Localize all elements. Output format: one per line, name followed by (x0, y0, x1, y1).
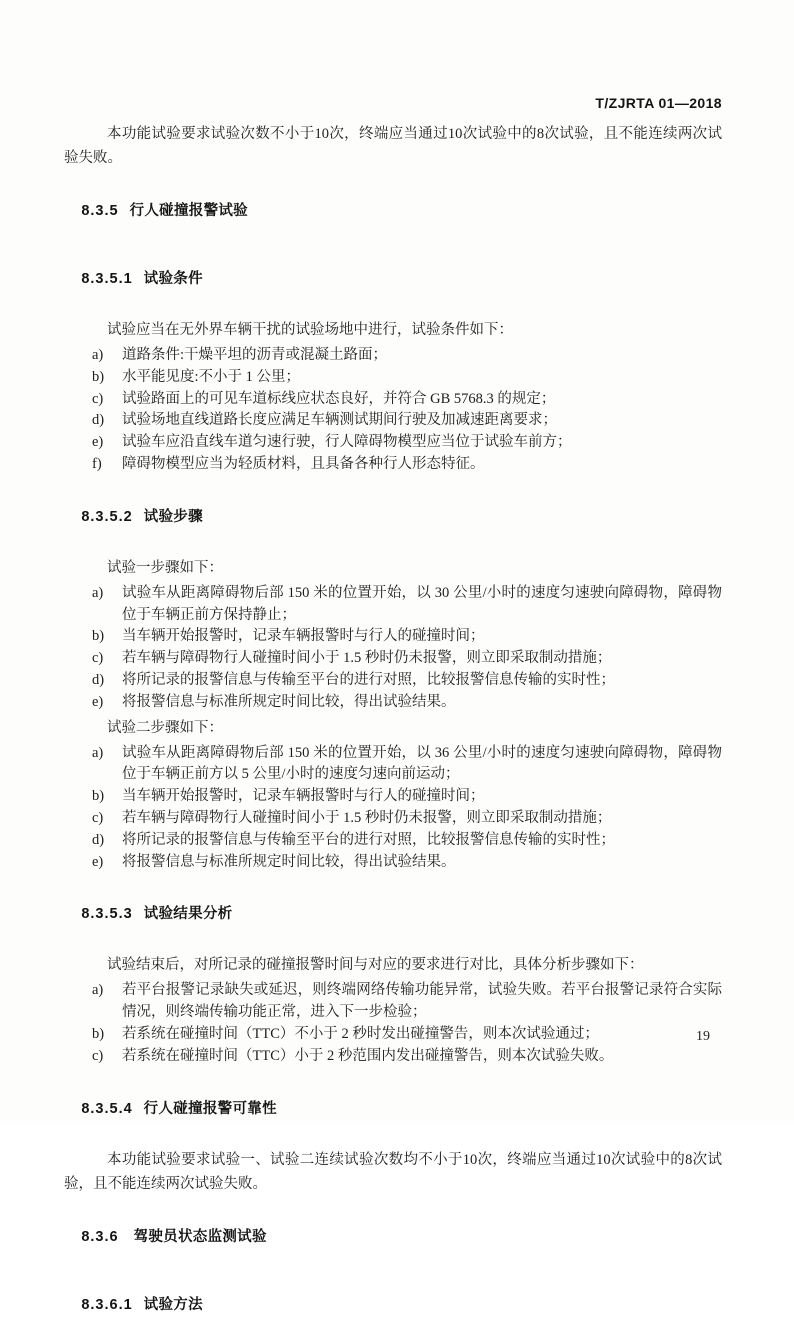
list-item-label: c) (92, 809, 104, 826)
list-item (92, 410, 722, 432)
heading-title: 行人碰撞报警可靠性 (143, 1100, 277, 1117)
procedure-two-list (64, 743, 722, 874)
heading-number: 8.3.5.4 (81, 1100, 133, 1117)
list-item-text: 当车辆开始报警时，记录车辆报警时与行人的碰撞时间； (122, 788, 485, 805)
list-item-label: c) (92, 650, 104, 667)
heading-8-3-5-4 (64, 1082, 722, 1136)
heading-8-3-5-3 (64, 887, 722, 941)
list-item-text: 当车辆开始报警时，记录车辆报警时与行人的碰撞时间； (122, 628, 485, 645)
heading-8-3-6-1 (64, 1278, 722, 1332)
list-item-label: e) (92, 434, 104, 451)
procedure-one-intro: 试验一步骤如下： (107, 559, 223, 576)
list-item-label: c) (92, 390, 104, 407)
page-header (64, 94, 722, 112)
list-item-text: 试验车应沿直线车道匀速行驶，行人障碍物模型应当位于试验车前方； (122, 434, 572, 451)
list-item (92, 1046, 722, 1068)
heading-title: 试验步骤 (143, 508, 203, 525)
analysis-intro: 试验结束后，对所记录的碰撞报警时间与对应的要求进行对比，具体分析步骤如下： (107, 957, 644, 974)
list-item-text: 水平能见度:不小于 1 公里； (122, 368, 301, 385)
heading-number: 8.3.6 (81, 1228, 119, 1245)
reliability-paragraph: 本功能试验要求试验一、试验二连续试验次数均不小于10次，终端应当通过10次试验中的8次试验，且不能连续两次试验失败。 (64, 1151, 722, 1192)
list-item (92, 345, 722, 367)
list-item-label: a) (92, 982, 104, 999)
list-item-text: 试验场地直线道路长度应满足车辆测试期间行驶及加减速距离要求； (122, 412, 557, 429)
heading-8-3-6 (64, 1210, 722, 1264)
list-item-text: 若车辆与障碍物行人碰撞时间小于 1.5 秒时仍未报警，则立即采取制动措施； (122, 809, 612, 826)
heading-number: 8.3.5 (81, 203, 119, 219)
list-item-label: d) (92, 831, 105, 848)
list-item (92, 830, 722, 852)
heading-number: 8.3.5.1 (81, 271, 133, 287)
list-item (92, 692, 722, 714)
list-item-text: 将报警信息与标准所规定时间比较，得出试验结果。 (122, 693, 456, 710)
list-item (92, 808, 722, 830)
list-item-text: 将报警信息与标准所规定时间比较，得出试验结果。 (122, 853, 456, 870)
list-item-text: 若车辆与障碍物行人碰撞时间小于 1.5 秒时仍未报警，则立即采取制动措施； (122, 650, 612, 667)
procedure-two-intro: 试验二步骤如下： (107, 719, 223, 736)
heading-title: 试验条件 (143, 271, 203, 287)
conditions-intro: 试验应当在无外界车辆干扰的试验场地中进行，试验条件如下： (107, 322, 513, 338)
conditions-list (64, 345, 722, 476)
heading-number: 8.3.6.1 (81, 1296, 133, 1313)
list-item-label: a) (92, 347, 104, 363)
opening-paragraph: 本功能试验要求试验次数不小于10次，终端应当通过10次试验中的8次试验，且不能连续两次试验失败。 (64, 126, 722, 166)
heading-title: 驾驶员状态监测试验 (133, 1228, 267, 1245)
list-item-label: c) (92, 1047, 104, 1064)
heading-number: 8.3.5.2 (81, 508, 133, 525)
list-item-text: 障碍物模型应当为轻质材料，且具备各种行人形态特征。 (122, 455, 485, 472)
list-item-text: 若系统在碰撞时间（TTC）不小于 2 秒时发出碰撞警告，则本次试验通过； (122, 1025, 599, 1042)
list-item (92, 583, 722, 627)
list-item (92, 1024, 722, 1046)
heading-8-3-5-2 (64, 490, 722, 544)
list-item-label: e) (92, 693, 104, 710)
list-item (92, 786, 722, 808)
list-item-text: 试验车从距离障碍物后部 150 米的位置开始，以 30 公里/小时的速度匀速驶向障碍物，障碍物位于车辆正前方保持静止； (122, 584, 722, 623)
page-number: 19 (696, 1029, 710, 1044)
procedure-one-list (64, 583, 722, 714)
list-item-text: 将所记录的报警信息与传输至平台的进行对照，比较报警信息传输的实时性； (122, 671, 615, 688)
list-item-text: 道路条件:干燥平坦的沥青或混凝土路面； (122, 347, 388, 363)
list-item-text: 试验路面上的可见车道标线应状态良好，并符合 GB 5768.3 的规定； (122, 390, 556, 407)
list-item (92, 648, 722, 670)
heading-8-3-5-1 (64, 252, 722, 306)
list-item-label: a) (92, 744, 104, 761)
list-item-text: 若系统在碰撞时间（TTC）小于 2 秒范围内发出碰撞警告，则本次试验失败。 (122, 1047, 614, 1064)
list-item-label: a) (92, 584, 104, 601)
list-item-label: b) (92, 628, 105, 645)
list-item-text: 若平台报警记录缺失或延迟，则终端网络传输功能异常，试验失败。若平台报警记录符合实际情况，则终端传输功能正常，进入下一步检验； (122, 982, 722, 1021)
list-item (92, 743, 722, 787)
list-item (92, 670, 722, 692)
list-item-text: 试验车从距离障碍物后部 150 米的位置开始，以 36 公里/小时的速度匀速驶向障碍物，障碍物位于车辆正前方以 5 公里/小时的速度匀速向前运动； (122, 744, 722, 783)
heading-8-3-5 (64, 184, 722, 238)
list-item-label: b) (92, 1025, 105, 1042)
list-item-label: d) (92, 412, 105, 429)
standard-code: T/ZJRTA 01—2018 (595, 95, 722, 111)
list-item (92, 367, 722, 389)
list-item (92, 852, 722, 874)
list-item (92, 626, 722, 648)
list-item (92, 980, 722, 1024)
heading-title: 试验结果分析 (143, 906, 233, 923)
list-item-label: f) (92, 455, 102, 472)
heading-number: 8.3.5.3 (81, 906, 133, 923)
analysis-list (64, 980, 722, 1067)
list-item-label: d) (92, 671, 105, 688)
list-item (92, 389, 722, 411)
list-item-label: b) (92, 788, 105, 805)
heading-title: 行人碰撞报警试验 (129, 203, 248, 219)
list-item (92, 432, 722, 454)
list-item-label: b) (92, 368, 105, 385)
list-item (92, 454, 722, 476)
list-item-text: 将所记录的报警信息与传输至平台的进行对照，比较报警信息传输的实时性； (122, 831, 615, 848)
heading-title: 试验方法 (143, 1296, 203, 1313)
list-item-label: e) (92, 853, 104, 870)
